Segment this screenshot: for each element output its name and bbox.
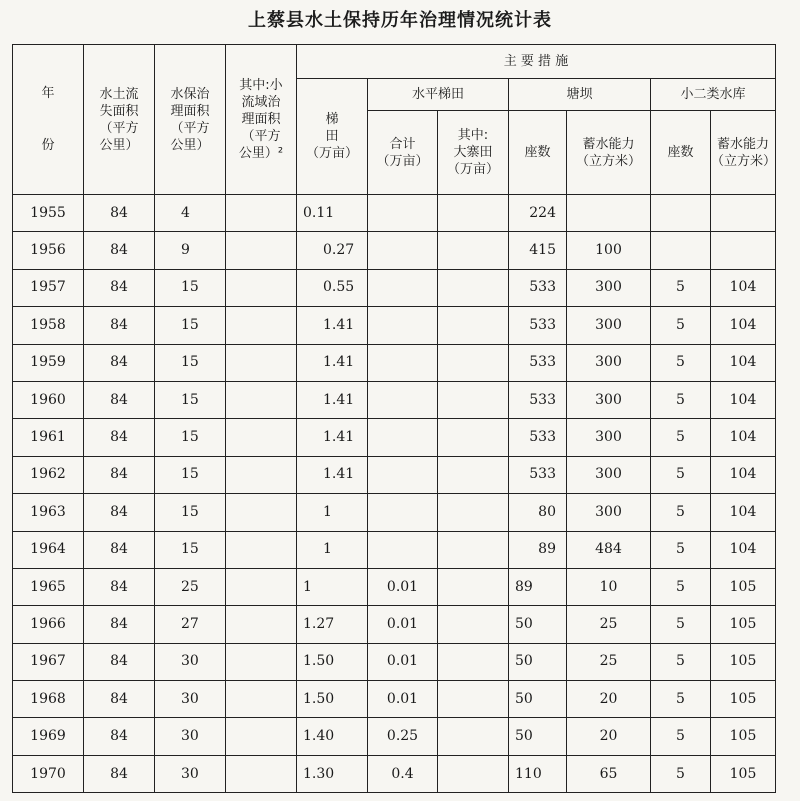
cell-pond-capacity: 25 (567, 606, 651, 643)
cell-terrace: 1.40 (297, 718, 368, 755)
cell-treated-area: 15 (155, 344, 226, 381)
header-main-measures: 主 要 措 施 (297, 45, 776, 79)
cell-pond-count: 224 (509, 195, 567, 232)
cell-treated-area: 9 (155, 232, 226, 269)
cell-res-count: 5 (651, 606, 711, 643)
cell-res-count: 5 (651, 718, 711, 755)
cell-pond-capacity: 25 (567, 643, 651, 680)
cell-treated-area: 30 (155, 718, 226, 755)
cell-pond-count: 50 (509, 606, 567, 643)
header-res-capacity: 蓄水能力 （立方米） (711, 111, 776, 195)
cell-res-capacity: 104 (711, 269, 776, 306)
cell-dazhai (438, 606, 509, 643)
cell-res-capacity: 104 (711, 494, 776, 531)
cell-pond-count: 533 (509, 307, 567, 344)
cell-res-capacity: 105 (711, 568, 776, 605)
cell-res-capacity: 104 (711, 531, 776, 568)
cell-year: 1967 (13, 643, 84, 680)
cell-year: 1960 (13, 381, 84, 418)
cell-pond-count: 50 (509, 643, 567, 680)
cell-res-count: 5 (651, 456, 711, 493)
cell-pond-capacity: 300 (567, 494, 651, 531)
cell-terrace: 1.30 (297, 755, 368, 792)
cell-res-count: 5 (651, 531, 711, 568)
cell-small-watershed (226, 531, 297, 568)
cell-res-capacity (711, 195, 776, 232)
cell-year: 1969 (13, 718, 84, 755)
cell-terrace: 1.27 (297, 606, 368, 643)
cell-treated-area: 15 (155, 419, 226, 456)
cell-loss-area: 84 (84, 531, 155, 568)
cell-terrace: 1.41 (297, 307, 368, 344)
cell-level-total (368, 531, 438, 568)
cell-loss-area: 84 (84, 755, 155, 792)
header-reservoir: 小二类水库 (651, 79, 776, 111)
cell-treated-area: 15 (155, 494, 226, 531)
table-row (13, 344, 776, 381)
cell-small-watershed (226, 419, 297, 456)
cell-pond-count: 50 (509, 681, 567, 718)
cell-pond-count: 89 (509, 531, 567, 568)
cell-small-watershed (226, 232, 297, 269)
table-row (13, 531, 776, 568)
cell-year: 1963 (13, 494, 84, 531)
cell-year: 1970 (13, 755, 84, 792)
cell-pond-capacity: 20 (567, 681, 651, 718)
table-row (13, 568, 776, 605)
header-loss-area: 水土流 失面积 （平方 公里） (84, 45, 155, 195)
table-row (13, 269, 776, 306)
cell-res-capacity: 104 (711, 419, 776, 456)
cell-res-count (651, 232, 711, 269)
cell-dazhai (438, 531, 509, 568)
cell-res-capacity: 104 (711, 344, 776, 381)
cell-loss-area: 84 (84, 456, 155, 493)
cell-treated-area: 30 (155, 755, 226, 792)
cell-pond-count: 50 (509, 718, 567, 755)
header-treated-area: 水保治 理面积 （平方 公里） (155, 45, 226, 195)
cell-level-total (368, 381, 438, 418)
header-year: 年 份 (13, 45, 84, 195)
cell-dazhai (438, 643, 509, 680)
cell-treated-area: 27 (155, 606, 226, 643)
cell-dazhai (438, 568, 509, 605)
cell-level-total: 0.01 (368, 681, 438, 718)
cell-res-capacity: 104 (711, 456, 776, 493)
cell-pond-count: 533 (509, 419, 567, 456)
cell-dazhai (438, 381, 509, 418)
cell-res-count (651, 195, 711, 232)
cell-year: 1968 (13, 681, 84, 718)
cell-treated-area: 4 (155, 195, 226, 232)
table-row (13, 681, 776, 718)
cell-res-capacity: 105 (711, 643, 776, 680)
cell-treated-area: 15 (155, 269, 226, 306)
page-title: 上蔡县水土保持历年治理情况统计表 (248, 10, 552, 31)
cell-level-total (368, 494, 438, 531)
cell-terrace: 0.27 (297, 232, 368, 269)
cell-terrace: 1.50 (297, 643, 368, 680)
cell-res-capacity: 104 (711, 307, 776, 344)
cell-pond-capacity (567, 195, 651, 232)
cell-res-count: 5 (651, 269, 711, 306)
cell-pond-capacity: 300 (567, 456, 651, 493)
cell-level-total (368, 195, 438, 232)
cell-loss-area: 84 (84, 643, 155, 680)
cell-year: 1966 (13, 606, 84, 643)
cell-loss-area: 84 (84, 344, 155, 381)
cell-res-capacity: 105 (711, 755, 776, 792)
cell-dazhai (438, 755, 509, 792)
cell-pond-count: 415 (509, 232, 567, 269)
header-dazhai: 其中: 大寨田 （万亩） (438, 111, 509, 195)
cell-treated-area: 15 (155, 456, 226, 493)
cell-year: 1957 (13, 269, 84, 306)
cell-pond-capacity: 300 (567, 344, 651, 381)
cell-small-watershed (226, 643, 297, 680)
cell-small-watershed (226, 381, 297, 418)
cell-res-capacity: 105 (711, 606, 776, 643)
header-terrace: 梯 田 （万亩） (297, 79, 368, 195)
cell-year: 1964 (13, 531, 84, 568)
table-row (13, 307, 776, 344)
cell-dazhai (438, 269, 509, 306)
cell-terrace: 1.50 (297, 681, 368, 718)
cell-res-capacity: 105 (711, 681, 776, 718)
cell-small-watershed (226, 568, 297, 605)
cell-year: 1958 (13, 307, 84, 344)
cell-treated-area: 15 (155, 307, 226, 344)
cell-loss-area: 84 (84, 307, 155, 344)
statistics-table (12, 44, 776, 793)
cell-small-watershed (226, 755, 297, 792)
cell-level-total: 0.01 (368, 643, 438, 680)
table-row (13, 195, 776, 232)
cell-level-total (368, 456, 438, 493)
table-row (13, 718, 776, 755)
cell-loss-area: 84 (84, 681, 155, 718)
cell-terrace: 1.41 (297, 419, 368, 456)
cell-small-watershed (226, 681, 297, 718)
table-row (13, 381, 776, 418)
cell-small-watershed (226, 606, 297, 643)
cell-dazhai (438, 456, 509, 493)
cell-level-total: 0.25 (368, 718, 438, 755)
cell-dazhai (438, 232, 509, 269)
cell-res-count: 5 (651, 568, 711, 605)
cell-small-watershed (226, 456, 297, 493)
cell-year: 1959 (13, 344, 84, 381)
cell-small-watershed (226, 307, 297, 344)
cell-level-total (368, 232, 438, 269)
cell-terrace: 0.55 (297, 269, 368, 306)
cell-pond-capacity: 300 (567, 381, 651, 418)
cell-terrace: 1 (297, 568, 368, 605)
cell-loss-area: 84 (84, 232, 155, 269)
cell-pond-capacity: 300 (567, 419, 651, 456)
cell-dazhai (438, 419, 509, 456)
cell-terrace: 1.41 (297, 344, 368, 381)
cell-year: 1956 (13, 232, 84, 269)
cell-year: 1965 (13, 568, 84, 605)
cell-loss-area: 84 (84, 381, 155, 418)
cell-dazhai (438, 494, 509, 531)
header-ponds: 塘坝 (509, 79, 651, 111)
cell-level-total (368, 419, 438, 456)
cell-pond-count: 533 (509, 269, 567, 306)
cell-res-count: 5 (651, 681, 711, 718)
cell-terrace: 1.41 (297, 456, 368, 493)
cell-year: 1961 (13, 419, 84, 456)
table-row (13, 494, 776, 531)
cell-terrace: 1 (297, 494, 368, 531)
cell-loss-area: 84 (84, 269, 155, 306)
cell-treated-area: 15 (155, 381, 226, 418)
cell-dazhai (438, 718, 509, 755)
cell-small-watershed (226, 344, 297, 381)
table-row (13, 755, 776, 792)
cell-treated-area: 25 (155, 568, 226, 605)
cell-small-watershed (226, 269, 297, 306)
cell-pond-capacity: 484 (567, 531, 651, 568)
cell-small-watershed (226, 195, 297, 232)
cell-treated-area: 15 (155, 531, 226, 568)
cell-loss-area: 84 (84, 494, 155, 531)
cell-dazhai (438, 195, 509, 232)
cell-pond-count: 89 (509, 568, 567, 605)
cell-pond-capacity: 100 (567, 232, 651, 269)
cell-res-count: 5 (651, 494, 711, 531)
cell-loss-area: 84 (84, 568, 155, 605)
cell-pond-capacity: 300 (567, 269, 651, 306)
cell-pond-capacity: 10 (567, 568, 651, 605)
cell-year: 1955 (13, 195, 84, 232)
header-pond-count: 座数 (509, 111, 567, 195)
header-res-count: 座数 (651, 111, 711, 195)
cell-level-total: 0.01 (368, 568, 438, 605)
table-row (13, 643, 776, 680)
cell-res-capacity (711, 232, 776, 269)
cell-treated-area: 30 (155, 643, 226, 680)
cell-level-total (368, 307, 438, 344)
cell-terrace: 0.11 (297, 195, 368, 232)
cell-res-count: 5 (651, 344, 711, 381)
cell-pond-count: 533 (509, 381, 567, 418)
header-level-terrace: 水平梯田 (368, 79, 509, 111)
cell-res-count: 5 (651, 755, 711, 792)
cell-res-count: 5 (651, 643, 711, 680)
cell-level-total (368, 269, 438, 306)
table-row (13, 232, 776, 269)
cell-terrace: 1 (297, 531, 368, 568)
cell-year: 1962 (13, 456, 84, 493)
cell-pond-count: 533 (509, 456, 567, 493)
cell-pond-capacity: 20 (567, 718, 651, 755)
cell-res-count: 5 (651, 419, 711, 456)
cell-dazhai (438, 344, 509, 381)
cell-res-count: 5 (651, 307, 711, 344)
cell-terrace: 1.41 (297, 381, 368, 418)
cell-dazhai (438, 681, 509, 718)
header-pond-capacity: 蓄水能力 （立方米） (567, 111, 651, 195)
cell-loss-area: 84 (84, 195, 155, 232)
cell-pond-count: 110 (509, 755, 567, 792)
header-small-watershed: 其中:小 流域治 理面积 （平方 公里）² (226, 45, 297, 195)
header-level-total: 合计 （万亩） (368, 111, 438, 195)
cell-level-total: 0.4 (368, 755, 438, 792)
cell-pond-capacity: 65 (567, 755, 651, 792)
cell-dazhai (438, 307, 509, 344)
cell-small-watershed (226, 494, 297, 531)
table-row (13, 456, 776, 493)
table-row (13, 419, 776, 456)
cell-loss-area: 84 (84, 419, 155, 456)
cell-res-capacity: 105 (711, 718, 776, 755)
cell-res-count: 5 (651, 381, 711, 418)
cell-treated-area: 30 (155, 681, 226, 718)
cell-level-total: 0.01 (368, 606, 438, 643)
table-row (13, 606, 776, 643)
cell-level-total (368, 344, 438, 381)
cell-loss-area: 84 (84, 606, 155, 643)
cell-pond-count: 80 (509, 494, 567, 531)
cell-pond-count: 533 (509, 344, 567, 381)
cell-small-watershed (226, 718, 297, 755)
cell-loss-area: 84 (84, 718, 155, 755)
cell-res-capacity: 104 (711, 381, 776, 418)
cell-pond-capacity: 300 (567, 307, 651, 344)
